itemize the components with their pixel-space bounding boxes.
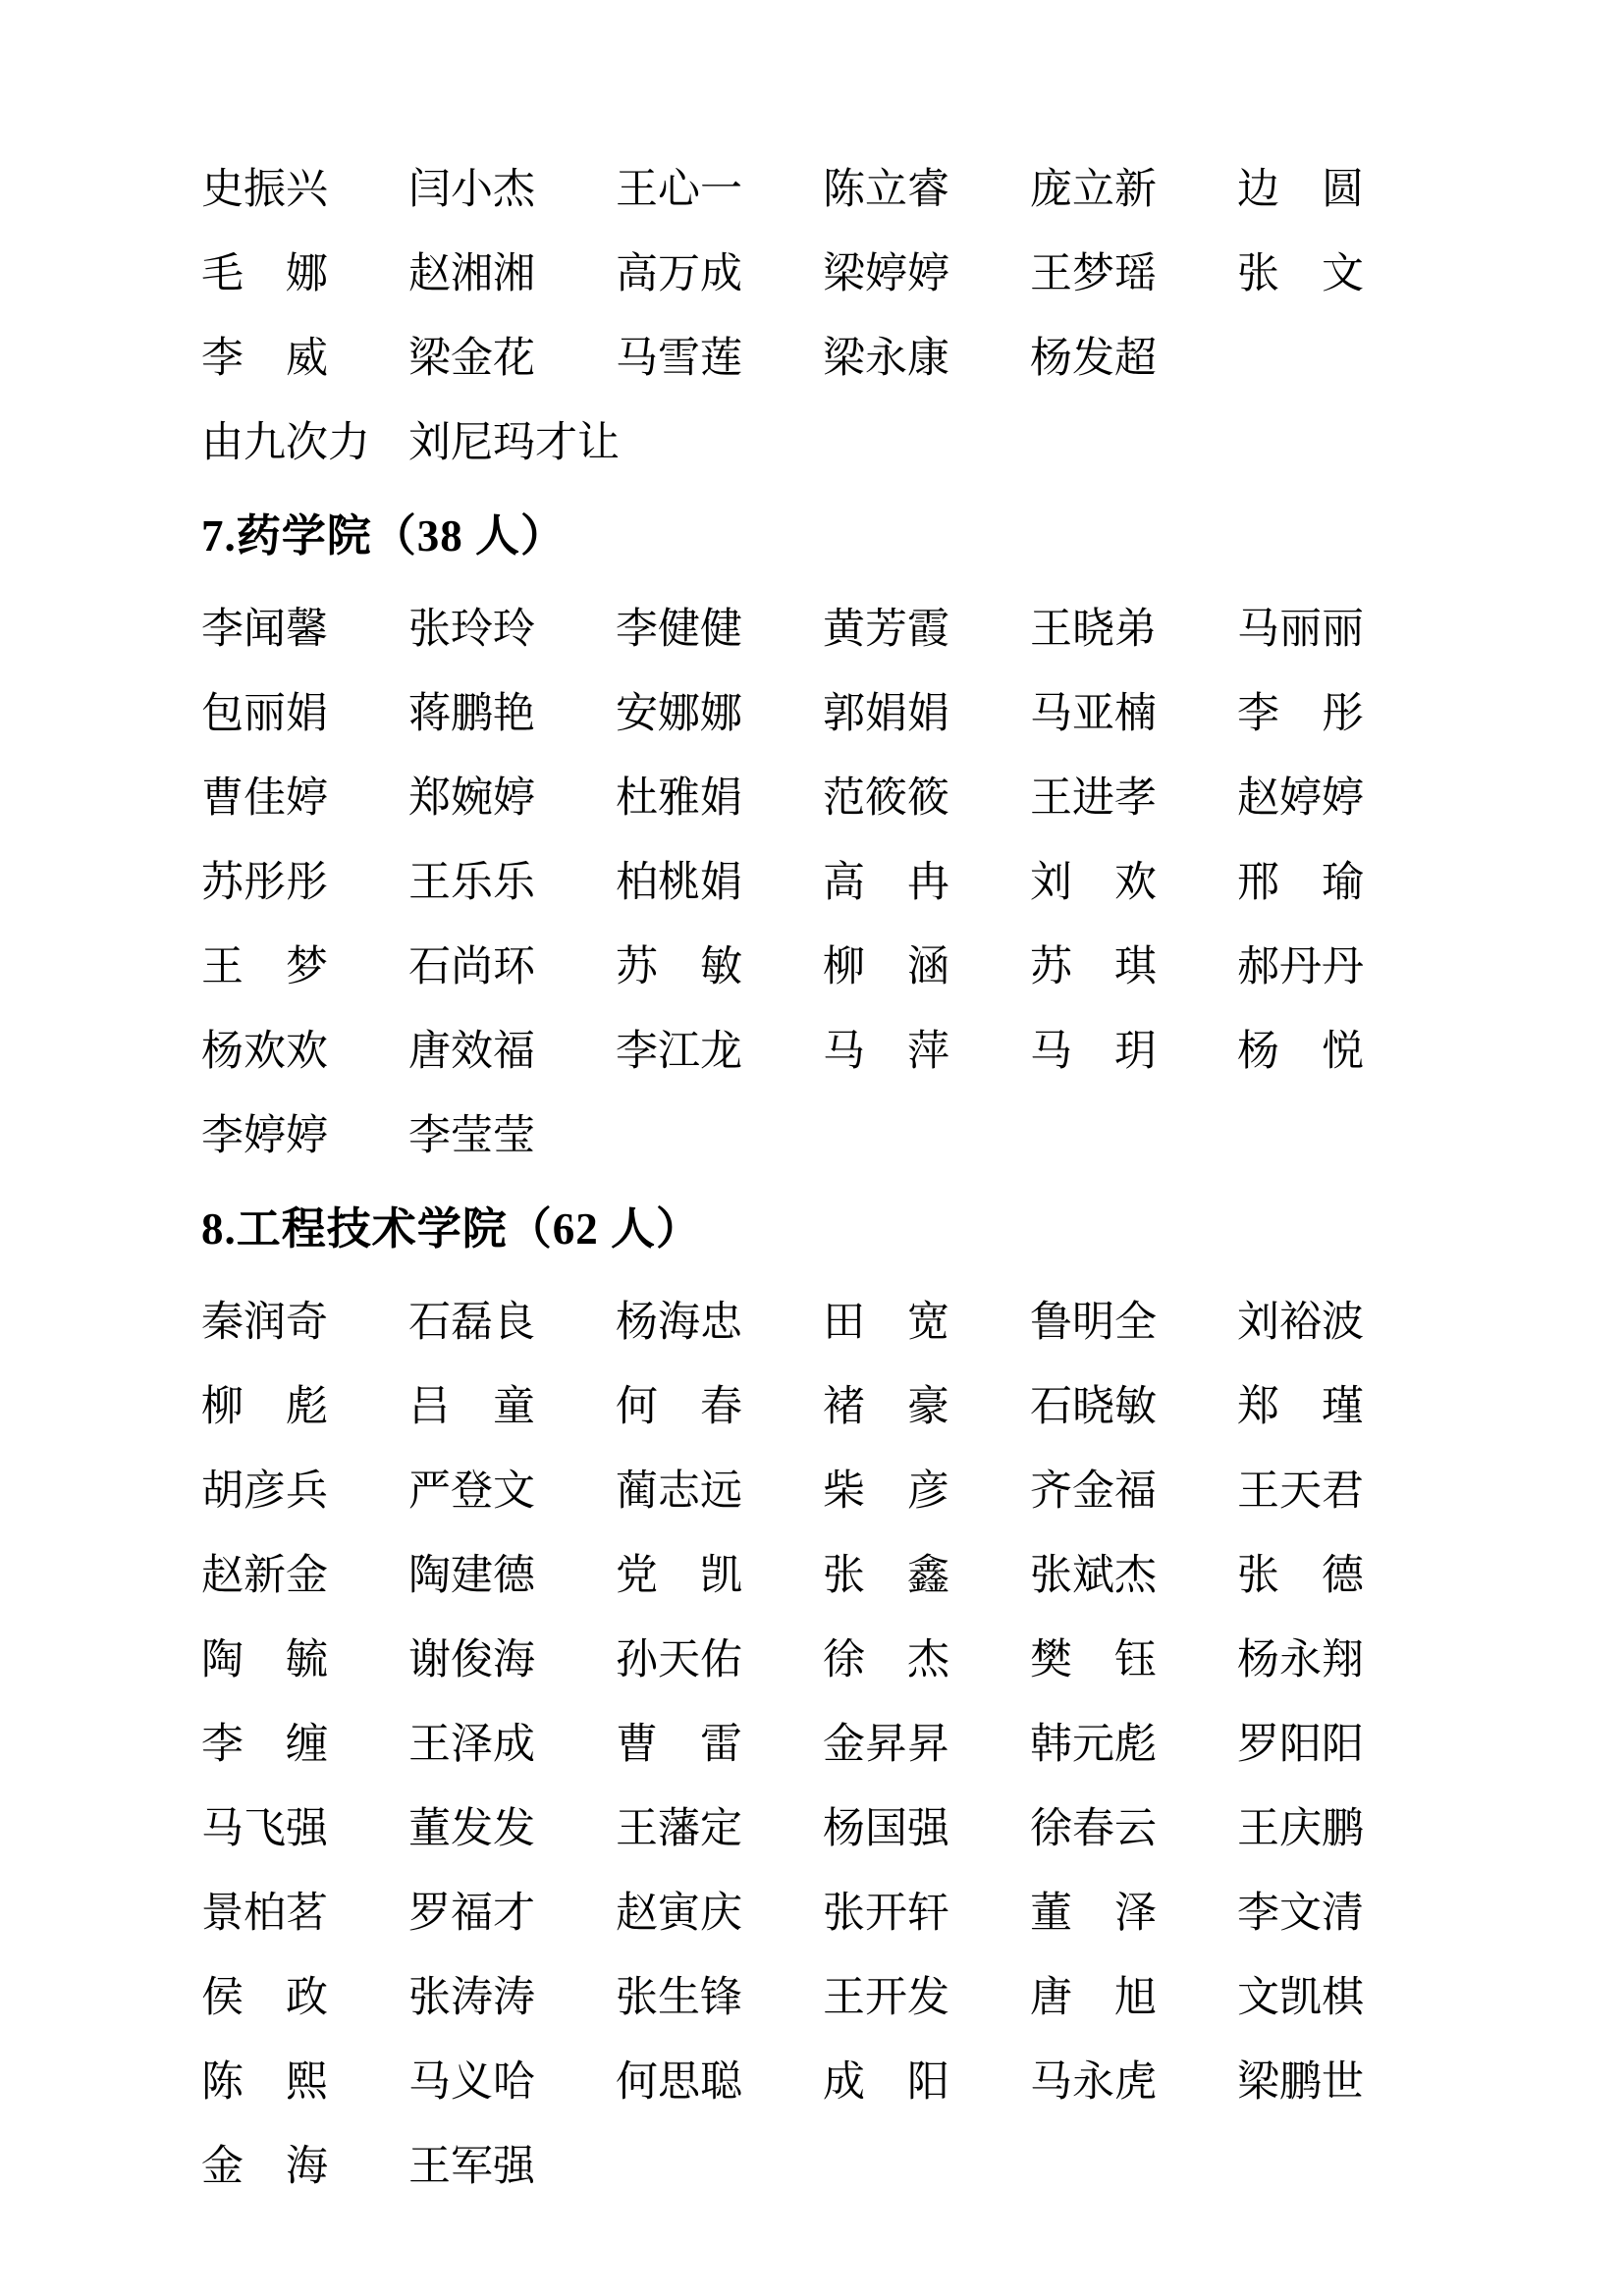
name-cell: 王进孝 (1030, 774, 1157, 822)
name-cell: 金昇昇 (823, 1721, 949, 1768)
name-row (201, 1702, 1585, 1787)
name-cell: 李 威 (201, 335, 328, 382)
name-cell: 苏 琪 (1030, 943, 1157, 990)
name-cell: 何思聪 (616, 2058, 742, 2106)
name-row (201, 1449, 1585, 1533)
name-cell: 庞立新 (1030, 166, 1157, 213)
name-cell: 谢俊海 (408, 1636, 535, 1683)
name-cell: 史振兴 (201, 166, 328, 213)
name-row (201, 1618, 1585, 1702)
name-cell: 马雪莲 (616, 335, 742, 382)
name-row (201, 1280, 1585, 1364)
name-cell: 侯 政 (201, 1974, 328, 2021)
name-cell: 马义哈 (408, 2058, 535, 2106)
name-cell: 张开轩 (823, 1890, 949, 1937)
name-cell: 褚 豪 (823, 1383, 949, 1430)
name-cell: 王 梦 (201, 943, 328, 990)
name-cell: 陈 熙 (201, 2058, 328, 2106)
name-cell: 刘尼玛才让 (408, 419, 620, 466)
name-cell: 张涛涛 (408, 1974, 535, 2021)
name-cell: 柳 彪 (201, 1383, 328, 1430)
name-cell: 张玲玲 (408, 606, 535, 653)
name-cell: 樊 钰 (1030, 1636, 1157, 1683)
name-cell: 郭娟娟 (823, 690, 949, 737)
name-cell: 苏彤彤 (201, 859, 328, 906)
name-row (201, 1955, 1585, 2040)
name-cell: 王乐乐 (408, 859, 535, 906)
name-cell: 李婷婷 (201, 1112, 328, 1159)
name-cell: 梁鹏世 (1237, 2058, 1364, 2106)
name-row (201, 400, 1585, 485)
name-row (201, 1871, 1585, 1955)
name-cell: 安娜娜 (616, 690, 742, 737)
name-cell: 王心一 (616, 166, 742, 213)
name-cell: 曹 雷 (616, 1721, 742, 1768)
name-cell: 李文清 (1237, 1890, 1364, 1937)
section-heading: 7.药学院（38 人） (201, 510, 567, 561)
name-row (201, 671, 1585, 756)
name-row (201, 147, 1585, 232)
name-cell: 柳 涵 (823, 943, 949, 990)
name-cell: 李江龙 (616, 1028, 742, 1075)
name-cell: 文凯棋 (1237, 1974, 1364, 2021)
name-cell: 金 海 (201, 2143, 328, 2190)
name-cell: 罗福才 (408, 1890, 535, 1937)
name-row (201, 756, 1585, 840)
name-cell: 杨欢欢 (201, 1028, 328, 1075)
name-cell: 张生锋 (616, 1974, 742, 2021)
name-row (201, 1009, 1585, 1094)
name-cell: 闫小杰 (408, 166, 535, 213)
name-cell: 杜雅娟 (616, 774, 742, 822)
name-cell: 景柏茗 (201, 1890, 328, 1937)
name-cell: 王梦瑶 (1030, 250, 1157, 297)
name-cell: 高 冉 (823, 859, 949, 906)
name-row (201, 587, 1585, 671)
name-row (201, 1787, 1585, 1871)
name-cell: 柴 彦 (823, 1468, 949, 1515)
name-cell: 罗阳阳 (1237, 1721, 1364, 1768)
name-cell: 徐春云 (1030, 1805, 1157, 1852)
name-cell: 董 泽 (1030, 1890, 1157, 1937)
name-cell: 马永虎 (1030, 2058, 1157, 2106)
name-cell: 杨发超 (1030, 335, 1157, 382)
name-cell: 王泽成 (408, 1721, 535, 1768)
name-cell: 王晓弟 (1030, 606, 1157, 653)
name-cell: 马丽丽 (1237, 606, 1364, 653)
name-cell: 黄芳霞 (823, 606, 949, 653)
name-cell: 王藩定 (616, 1805, 742, 1852)
name-cell: 边 圆 (1237, 166, 1364, 213)
name-cell: 陶 毓 (201, 1636, 328, 1683)
name-row (201, 1094, 1585, 1178)
name-cell: 吕 童 (408, 1383, 535, 1430)
name-cell: 韩元彪 (1030, 1721, 1157, 1768)
name-cell: 张 鑫 (823, 1552, 949, 1599)
name-cell: 刘 欢 (1030, 859, 1157, 906)
name-cell: 范筱筱 (823, 774, 949, 822)
name-cell: 赵婷婷 (1237, 774, 1364, 822)
name-cell: 王天君 (1237, 1468, 1364, 1515)
name-cell: 石磊良 (408, 1299, 535, 1346)
name-row (201, 925, 1585, 1009)
name-cell: 梁婷婷 (823, 250, 949, 297)
name-cell: 王军强 (408, 2143, 535, 2190)
name-cell: 杨 悦 (1237, 1028, 1364, 1075)
name-cell: 由九次力 (201, 419, 370, 466)
name-cell: 严登文 (408, 1468, 535, 1515)
name-row (201, 1364, 1585, 1449)
name-cell: 高万成 (616, 250, 742, 297)
name-cell: 唐 旭 (1030, 1974, 1157, 2021)
name-cell: 梁永康 (823, 335, 949, 382)
section-heading: 8.工程技术学院（62 人） (201, 1203, 702, 1254)
name-row (201, 316, 1585, 400)
name-row (201, 232, 1585, 316)
name-cell: 齐金福 (1030, 1468, 1157, 1515)
name-cell: 马亚楠 (1030, 690, 1157, 737)
name-cell: 王开发 (823, 1974, 949, 2021)
name-cell: 杨永翔 (1237, 1636, 1364, 1683)
name-cell: 董发发 (408, 1805, 535, 1852)
name-cell: 胡彦兵 (201, 1468, 328, 1515)
name-cell: 李莹莹 (408, 1112, 535, 1159)
name-cell: 刘裕波 (1237, 1299, 1364, 1346)
name-cell: 王庆鹏 (1237, 1805, 1364, 1852)
name-cell: 杨海忠 (616, 1299, 742, 1346)
name-cell: 石尚环 (408, 943, 535, 990)
name-cell: 党 凯 (616, 1552, 742, 1599)
name-cell: 赵新金 (201, 1552, 328, 1599)
name-row (201, 2040, 1585, 2124)
name-row (201, 1533, 1585, 1618)
name-cell: 田 宽 (823, 1299, 949, 1346)
name-cell: 李 彤 (1237, 690, 1364, 737)
name-cell: 赵寅庆 (616, 1890, 742, 1937)
name-cell: 杨国强 (823, 1805, 949, 1852)
name-cell: 鲁明全 (1030, 1299, 1157, 1346)
name-cell: 苏 敏 (616, 943, 742, 990)
name-cell: 李 缠 (201, 1721, 328, 1768)
name-cell: 柏桃娟 (616, 859, 742, 906)
name-cell: 张 文 (1237, 250, 1364, 297)
name-row (201, 840, 1585, 925)
name-cell: 秦润奇 (201, 1299, 328, 1346)
name-cell: 蔺志远 (616, 1468, 742, 1515)
name-cell: 梁金花 (408, 335, 535, 382)
name-cell: 包丽娟 (201, 690, 328, 737)
name-cell: 唐效福 (408, 1028, 535, 1075)
name-row (201, 2124, 1585, 2209)
name-cell: 蒋鹏艳 (408, 690, 535, 737)
name-cell: 曹佳婷 (201, 774, 328, 822)
name-cell: 孙天佑 (616, 1636, 742, 1683)
name-cell: 马飞强 (201, 1805, 328, 1852)
name-cell: 邢 瑜 (1237, 859, 1364, 906)
name-cell: 郑婉婷 (408, 774, 535, 822)
name-cell: 陶建德 (408, 1552, 535, 1599)
name-cell: 李闻馨 (201, 606, 328, 653)
name-cell: 李健健 (616, 606, 742, 653)
name-cell: 赵湘湘 (408, 250, 535, 297)
name-cell: 成 阳 (823, 2058, 949, 2106)
name-cell: 张 德 (1237, 1552, 1364, 1599)
name-cell: 马 玥 (1030, 1028, 1157, 1075)
name-cell: 石晓敏 (1030, 1383, 1157, 1430)
name-cell: 何 春 (616, 1383, 742, 1430)
name-cell: 陈立睿 (823, 166, 949, 213)
name-cell: 张斌杰 (1030, 1552, 1157, 1599)
name-cell: 毛 娜 (201, 250, 328, 297)
name-cell: 郝丹丹 (1237, 943, 1364, 990)
name-cell: 马 萍 (823, 1028, 949, 1075)
name-cell: 郑 瑾 (1237, 1383, 1364, 1430)
name-cell: 徐 杰 (823, 1636, 949, 1683)
